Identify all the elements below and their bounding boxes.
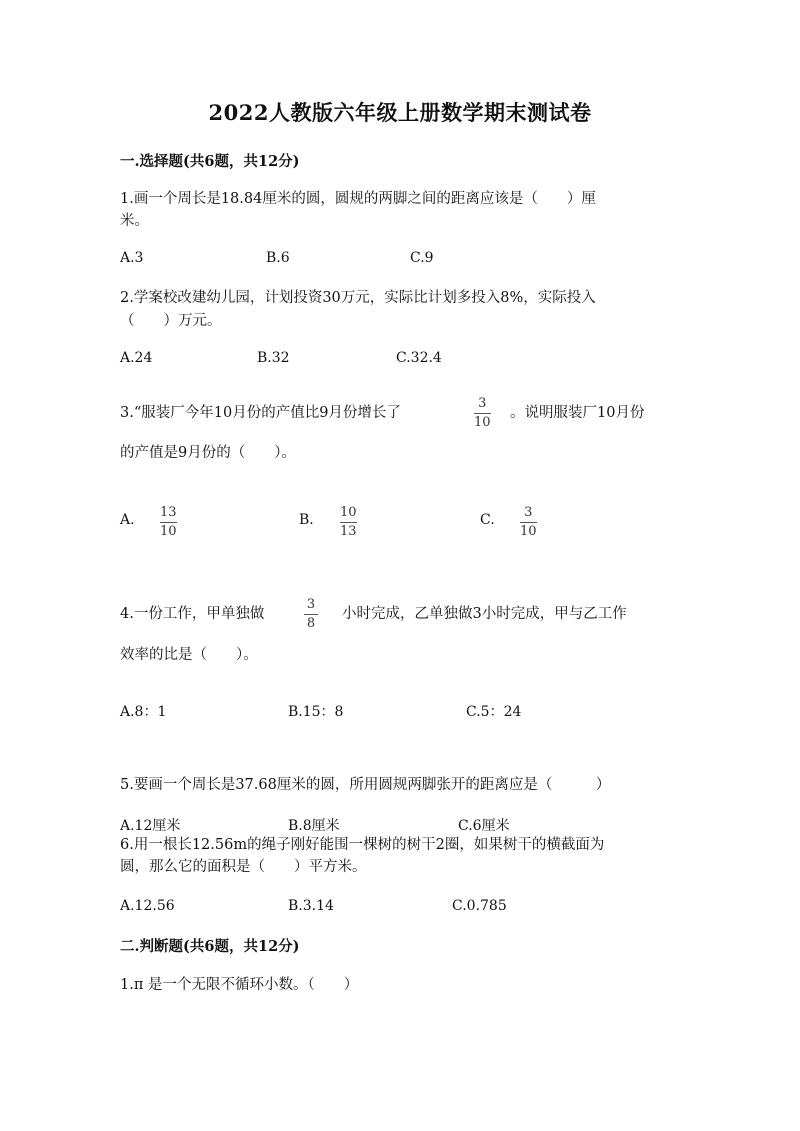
question-3-line-1a: 3.“服装厂今年10月份的产值比9月份增长了	[120, 405, 401, 421]
question-3-line-1b: 。说明服装厂10月份	[510, 405, 645, 421]
q6-option-c: C.0.785	[452, 898, 507, 914]
question-2-line-2: （ ）万元。	[120, 313, 222, 329]
q3-fraction	[474, 396, 491, 431]
q2-option-c: C.32.4	[396, 350, 442, 366]
judgment-1-line-1: 1.π 是一个无限不循环小数。（ ）	[120, 977, 359, 993]
fraction-numerator: 13	[160, 505, 177, 520]
fraction-bar	[160, 522, 177, 523]
fraction-denominator: 10	[160, 524, 177, 539]
question-2-line-1: 2.学案校改建幼儿园，计划投资30万元，实际比计划多投入8%，实际投入	[120, 290, 596, 306]
fraction-bar	[520, 522, 537, 523]
q6-option-a: A.12.56	[120, 898, 175, 914]
q5-option-b: B.8厘米	[288, 818, 340, 834]
question-1-line-1: 1.画一个周长是18.84厘米的圆，圆规的两脚之间的距离应该是（ ）厘	[120, 191, 596, 207]
fraction-denominator: 13	[340, 524, 357, 539]
fraction-numerator: 3	[478, 396, 487, 411]
q3-option-c-fraction	[520, 505, 537, 540]
q6-option-b: B.3.14	[288, 898, 334, 914]
question-4-line-2: 效率的比是（ ）。	[120, 647, 258, 663]
question-5-line-1: 5.要画一个周长是37.68厘米的圆，所用圆规两脚张开的距离应是（ ）	[120, 777, 611, 793]
q5-option-c: C.6厘米	[458, 818, 510, 834]
question-6-line-1: 6.用一根长12.56m的绳子刚好能围一棵树的树干2圈，如果树干的横截面为	[120, 837, 605, 853]
question-4-line-1a: 4.一份工作，甲单独做	[120, 606, 265, 622]
fraction-numerator: 3	[524, 505, 533, 520]
q4-option-b: B.15：8	[288, 704, 344, 720]
q2-option-a: A.24	[120, 350, 153, 366]
q4-option-c: C.5：24	[466, 704, 522, 720]
fraction-denominator: 10	[520, 524, 537, 539]
fraction-bar	[304, 614, 318, 615]
fraction-bar	[474, 413, 491, 414]
question-3-line-2: 的产值是9月份的（ ）。	[120, 445, 296, 461]
q3-option-a-label: A.	[120, 512, 135, 528]
section-heading-judgment: 二.判断题(共6题，共12分)	[120, 938, 300, 955]
question-4-line-1b: 小时完成，乙单独做3小时完成，甲与乙工作	[342, 606, 627, 622]
q4-fraction	[304, 597, 318, 632]
question-6-line-2: 圆，那么它的面积是（ ）平方米。	[120, 859, 367, 875]
q1-option-c: C.9	[410, 250, 434, 266]
q4-option-a: A.8：1	[120, 704, 167, 720]
q3-option-a-fraction	[160, 505, 177, 540]
section-heading-choice: 一.选择题(共6题，共12分)	[120, 153, 300, 170]
fraction-bar	[340, 522, 357, 523]
question-1-line-2: 米。	[120, 213, 149, 229]
q3-option-b-label: B.	[299, 512, 314, 528]
q1-option-b: B.6	[266, 250, 290, 266]
fraction-denominator: 10	[474, 415, 491, 430]
q3-option-c-label: C.	[480, 512, 495, 528]
fraction-denominator: 8	[306, 616, 316, 631]
q3-option-b-fraction	[340, 505, 357, 540]
fraction-numerator: 10	[340, 505, 357, 520]
page-title: 2022人教版六年级上册数学期末测试卷	[208, 100, 592, 125]
q5-option-a: A.12厘米	[120, 818, 181, 834]
q1-option-a: A.3	[120, 250, 144, 266]
fraction-numerator: 3	[306, 597, 316, 612]
q2-option-b: B.32	[257, 350, 290, 366]
